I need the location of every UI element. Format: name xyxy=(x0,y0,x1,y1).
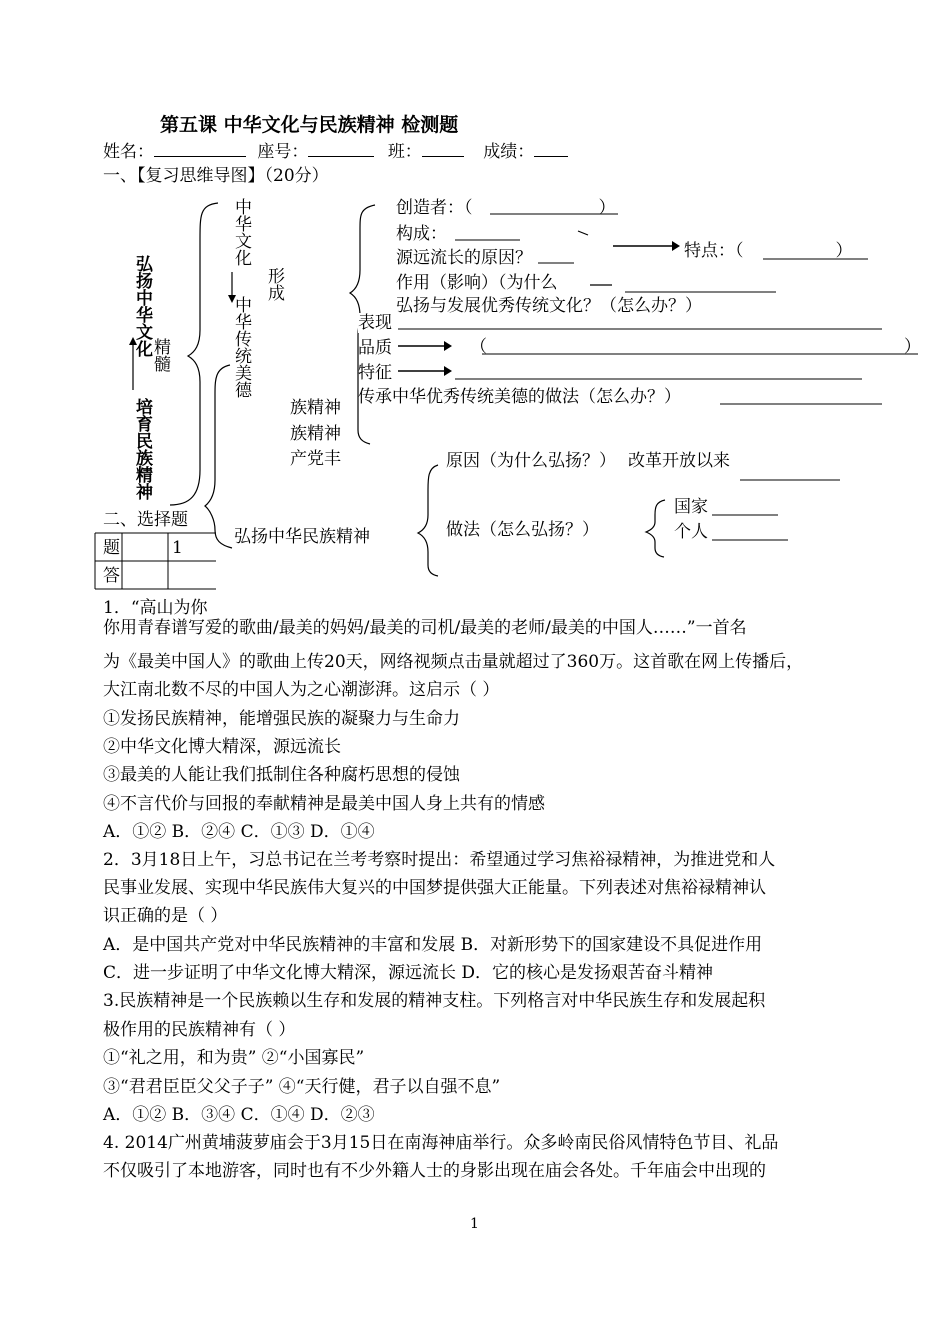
seat-label: 座号： xyxy=(257,142,309,162)
table-row1-head: 题 xyxy=(103,538,120,558)
question-line: 极作用的民族精神有（ ） xyxy=(103,1020,296,1040)
mindmap-left-col1: 弘扬中华文化 xyxy=(132,255,152,357)
question-line: 大江南北数不尽的中国人为之心潮澎湃。这启示（ ） xyxy=(103,680,500,700)
question-option: ④不言代价与回报的奉献精神是最美中国人身上共有的情感 xyxy=(103,794,545,814)
method-label: 做法（怎么弘扬？） xyxy=(446,520,599,540)
question-line: 3.民族精神是一个民族赖以生存和发展的精神支柱。下列格言对中华民族生存和发展起积 xyxy=(103,991,766,1011)
section1-heading: 一、【复习思维导图】（20分） xyxy=(103,166,329,186)
name-label: 姓名： xyxy=(103,142,154,162)
mindmap-zhonghua-meide: 中华传统美德 xyxy=(231,296,251,398)
question-choices: A．①② B．②④ C．①③ D．①④ xyxy=(103,822,375,842)
question-line: 4. 2014广州黄埔菠萝庙会于3月15日在南海神庙举行。众多岭南民俗风情特色节目、礼品 xyxy=(103,1133,779,1153)
score-label: 成绩： xyxy=(483,142,535,162)
question-line: 你用青春谱写爱的歌曲/最美的妈妈/最美的司机/最美的老师/最美的中国人……”一首名 xyxy=(103,618,747,638)
feature-line: 特点：（ ） xyxy=(684,241,853,261)
question-line: 不仅吸引了本地游客，同时也有不少外籍人士的身影出现在庙会各处。千年庙会中出现的 xyxy=(103,1161,766,1181)
mindmap-jinghui: 精髓 xyxy=(150,338,170,372)
inherit-label: 传承中华优秀传统美德的做法（怎么办？） xyxy=(358,387,681,407)
performance-label: 表现 xyxy=(358,313,392,333)
question-line: 识正确的是（ ） xyxy=(103,906,228,926)
quality-label: 品质 xyxy=(358,338,392,358)
spirit-line1: 族精神 xyxy=(290,398,341,418)
person-label: 个人 xyxy=(674,522,708,542)
mindmap-zhonghua-wenhua: 中华文化 xyxy=(231,198,251,266)
mindmap-left-col2: 培育民族精神 xyxy=(132,398,152,500)
quality-close: ） xyxy=(904,337,921,357)
promote-label: 弘扬中华民族精神 xyxy=(234,527,370,547)
question-option: ②中华文化博大精深，源远流长 xyxy=(103,737,341,757)
question-line: 民事业发展、实现中华民族伟大复兴的中国梦提供强大正能量。下列表述对焦裕禄精神认 xyxy=(103,878,766,898)
origin-label: 源远流长的原因？ xyxy=(396,248,532,268)
table-row2-head: 答 xyxy=(103,566,120,586)
class-label: 班： xyxy=(387,142,422,162)
page-title: 第五课 中华文化与民族精神 检测题 xyxy=(160,114,459,136)
question-option: ①“礼之用，和为贵” ②“小国寡民” xyxy=(103,1048,365,1068)
role-label: 作用（影响）（为什么 xyxy=(396,273,558,293)
country-label: 国家 xyxy=(674,497,708,517)
question-choices: A．是中国共产党对中华民族精神的丰富和发展 B．对新形势下的国家建设不具促进作用 xyxy=(103,935,763,955)
question-line: 1．“高山为你 xyxy=(103,598,208,618)
spirit-line3: 产党丰 xyxy=(290,449,341,469)
composition-label: 构成： xyxy=(396,224,447,244)
cut-line: 弘扬与发展优秀传统文化？（怎么办？） xyxy=(396,296,702,316)
mindmap-xingcheng: 形成 xyxy=(264,267,284,301)
reason-line: 原因（为什么弘扬？） 改革开放以来 xyxy=(446,451,730,471)
question-choices: A．①② B．③④ C．①④ D．②③ xyxy=(103,1105,375,1125)
question-line: 为《最美中国人》的歌曲上传20天，网络视频点击量就超过了360万。这首歌在网上传播后， xyxy=(103,652,804,672)
section2-label: 二、选择题 xyxy=(103,510,188,530)
spirit-line2: 族精神 xyxy=(290,424,341,444)
trait-label: 特征 xyxy=(358,363,392,383)
question-option: ③“君君臣臣父父子子” ④“天行健，君子以自强不息” xyxy=(103,1077,501,1097)
quality-open: （ xyxy=(470,337,487,357)
question-option: ③最美的人能让我们抵制住各种腐朽思想的侵蚀 xyxy=(103,765,460,785)
question-choices: C．进一步证明了中华文化博大精深，源远流长 D．它的核心是发扬艰苦奋斗精神 xyxy=(103,963,714,983)
question-line: 2．3月18日上午，习总书记在兰考考察时提出：希望通过学习焦裕禄精神，为推进党和人 xyxy=(103,850,776,870)
creator-line: 创造者：（ ） xyxy=(396,198,616,218)
question-option: ①发扬民族精神，能增强民族的凝聚力与生命力 xyxy=(103,709,460,729)
table-row1-first: 1 xyxy=(172,538,183,558)
page-number: 1 xyxy=(470,1216,479,1232)
